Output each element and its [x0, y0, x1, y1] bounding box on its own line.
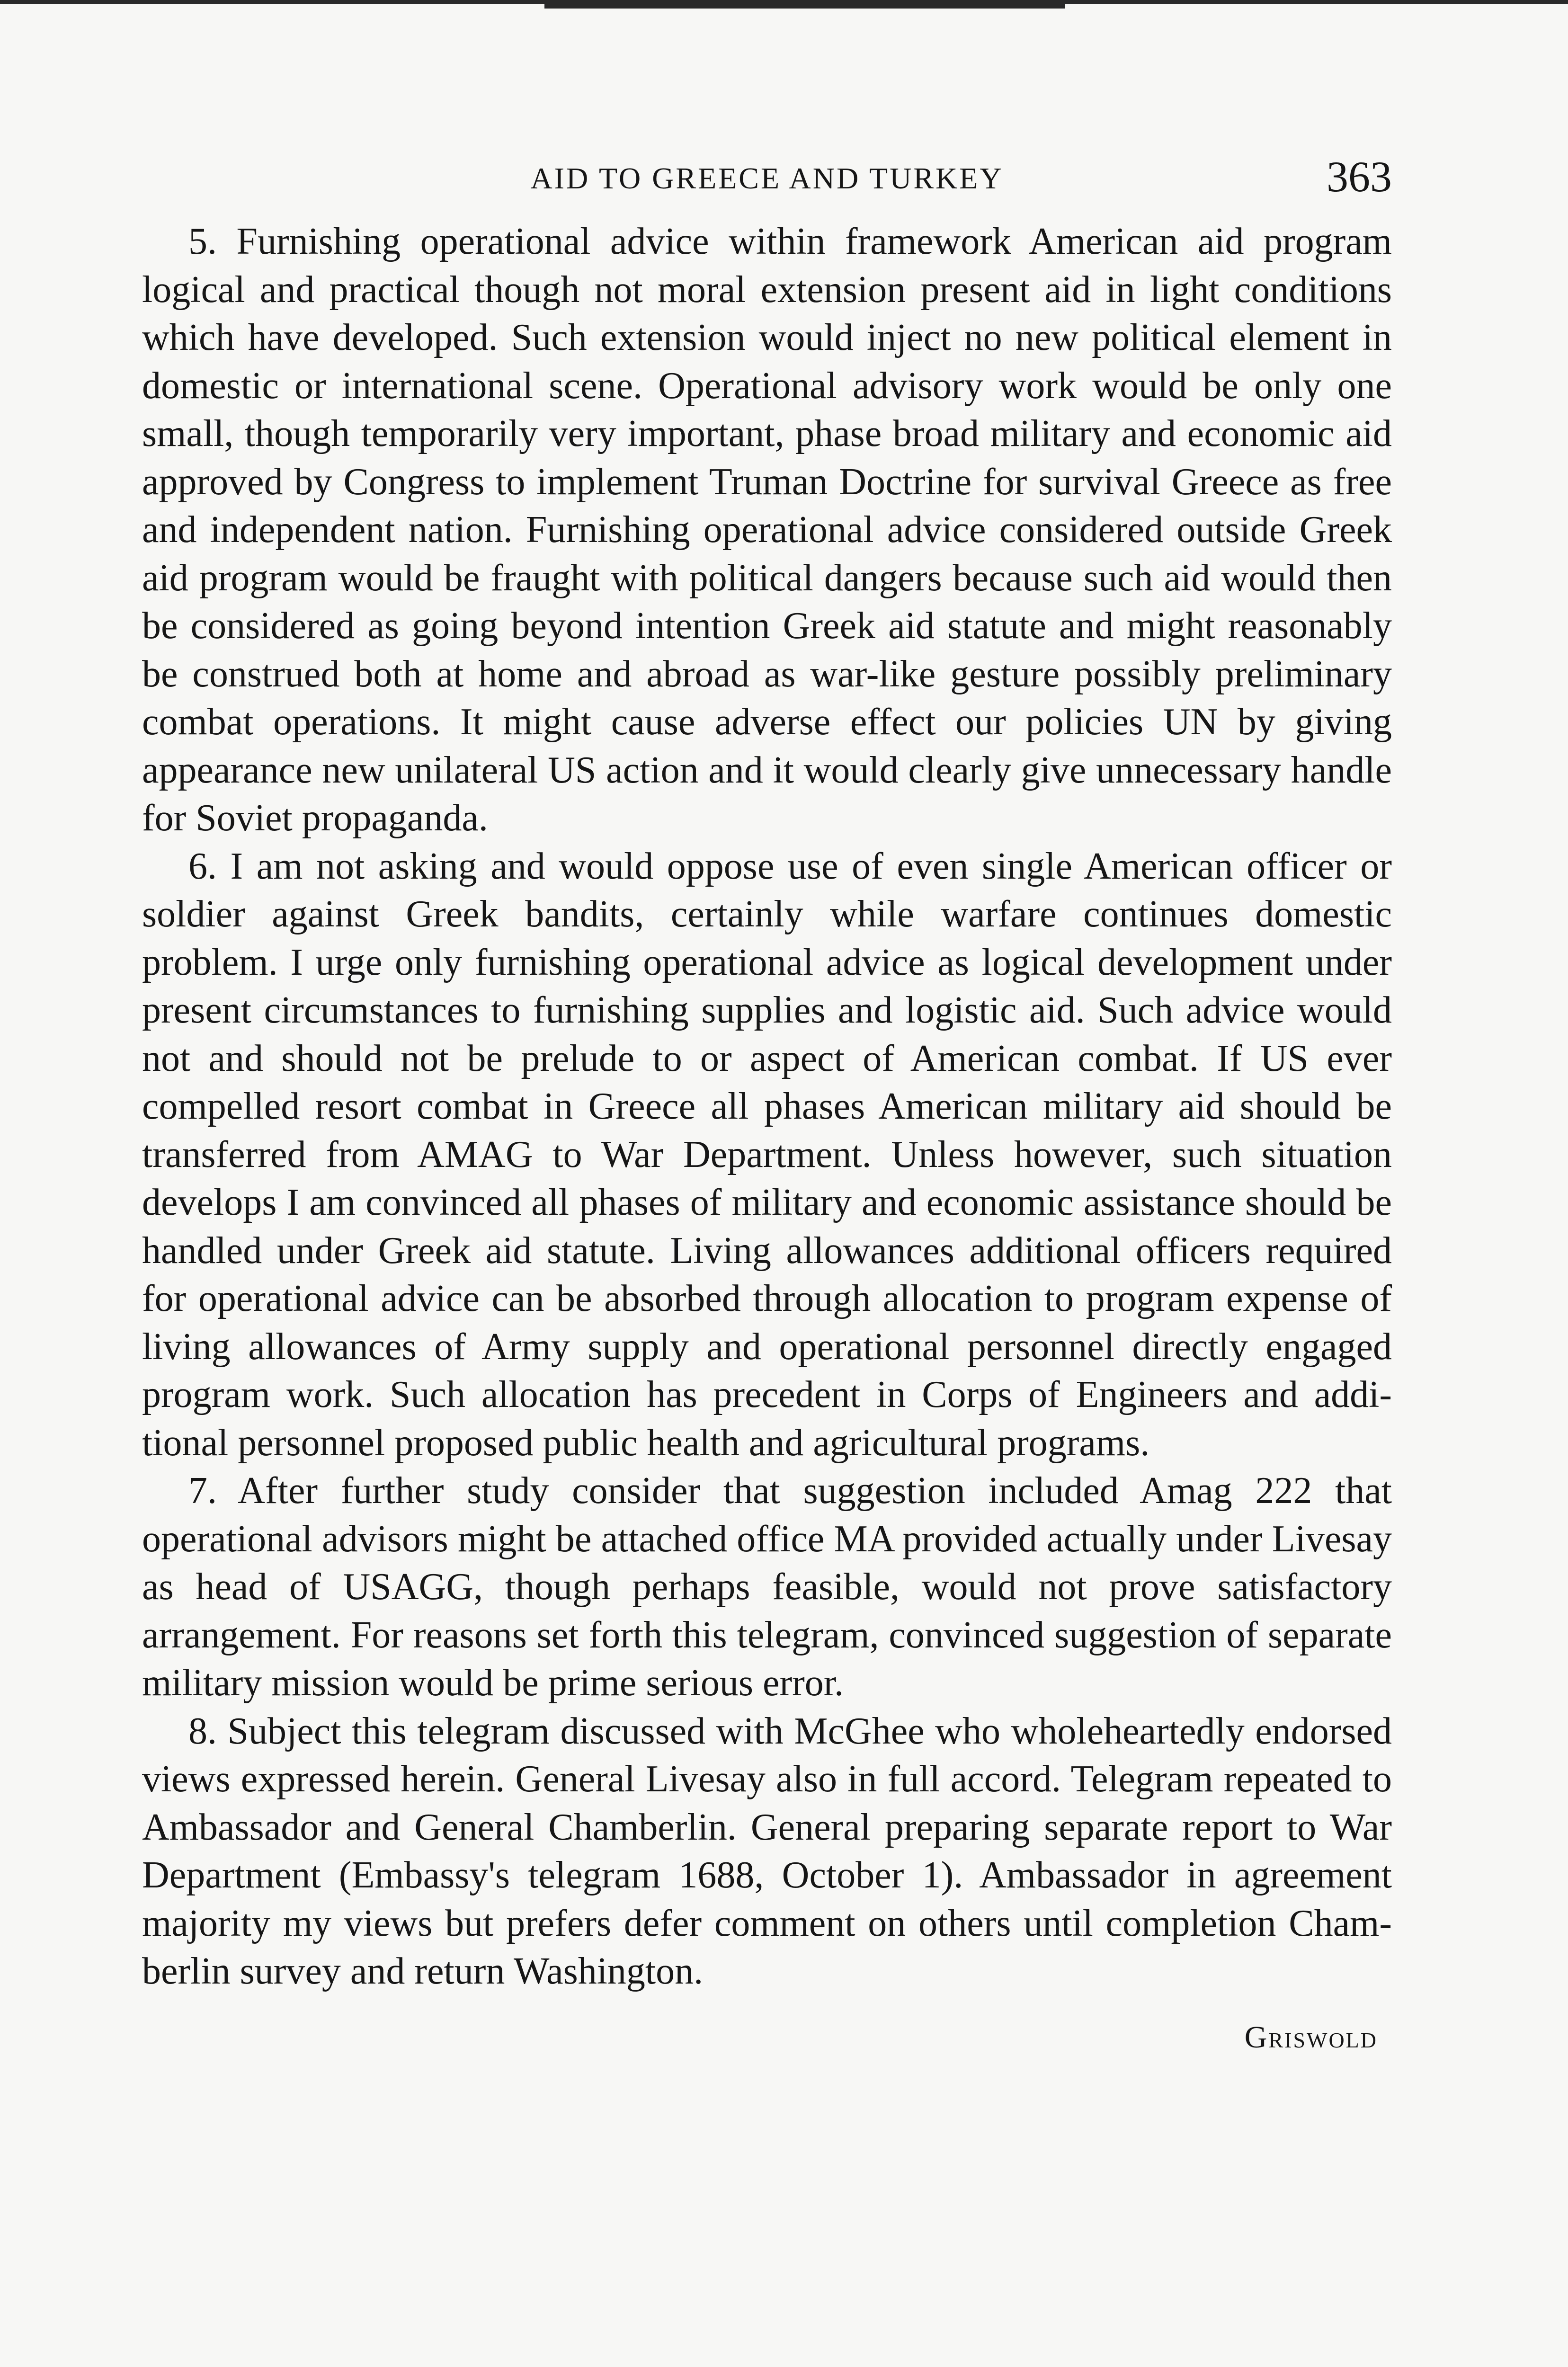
document-body — [142, 218, 1392, 1996]
paragraph-5: 5. Furnishing operational advice within framework American aid program logical and practical though not moral extension present aid in light conditions which have developed. Such extension would inject no new political element in domestic or international scene. Operational advisory work would be only one small, though temporarily very important, phase broad military and economic aid approved by Congress to implement Truman Doctrine for survival Greece as free and independent nation. Furnishing operational advice considered outside Greek aid program would be fraught with political dangers because such aid would then be considered as going beyond intention Greek aid statute and might reasonably be construed both at home and abroad as war-like gesture possibly preliminary combat operations. It might cause adverse effect our policies UN by giving appearance new unilateral US action and it would clearly give unnecessary handle for Soviet propaganda. — [142, 221, 1392, 839]
signature: Griswold — [1244, 2020, 1378, 2055]
page-number: 363 — [1327, 152, 1392, 201]
document-page — [142, 147, 1392, 2056]
paragraph-6: 6. I am not asking and would oppose use of even single American officer or soldier against Greek bandits, certainly while warfare continues domestic problem. I urge only furnishing operational advice as logical development under present circumstances to furnishing supplies and logistic aid. Such advice would not and should not be prelude to or aspect of American combat. If US ever compelled resort combat in Greece all phases American military aid should be transferred from AMAG to War Department. Unless however, such situation develops I am convinced all phases of military and economic assistance should be handled under Greek aid statute. Living allowances additional officers required for operational advice can be absorbed through allocation to program expense of living allowances of Army supply and operational personnel directly engaged program work. Such allocation has precedent in Corps of Engineers and additional personnel proposed public health and agricultural programs. — [142, 845, 1392, 1464]
top-rule-notch — [544, 2, 1065, 9]
paragraph-8: 8. Subject this telegram discussed with McGhee who wholeheartedly endorsed views expressed herein. General Livesay also in full accord. Telegram repeated to Ambassador and General Chamberlin. General preparing separate report to War Department (Embassy's telegram 1688, October 1). Ambassador in agreement majority my views but prefers defer comment on others until completion Chamberlin survey and return Washington. — [142, 1710, 1392, 1992]
page-header — [142, 147, 1392, 218]
paragraph-7: 7. After further study consider that suggestion included Amag 222 that operational advisors might be attached office MA provided actually under Livesay as head of USAGG, though perhaps feasible, would not prove satisfactory arrangement. For reasons set forth this telegram, convinced suggestion of separate military mission would be prime serious error. — [142, 1470, 1392, 1704]
running-head: AID TO GREECE AND TURKEY — [530, 161, 1004, 195]
